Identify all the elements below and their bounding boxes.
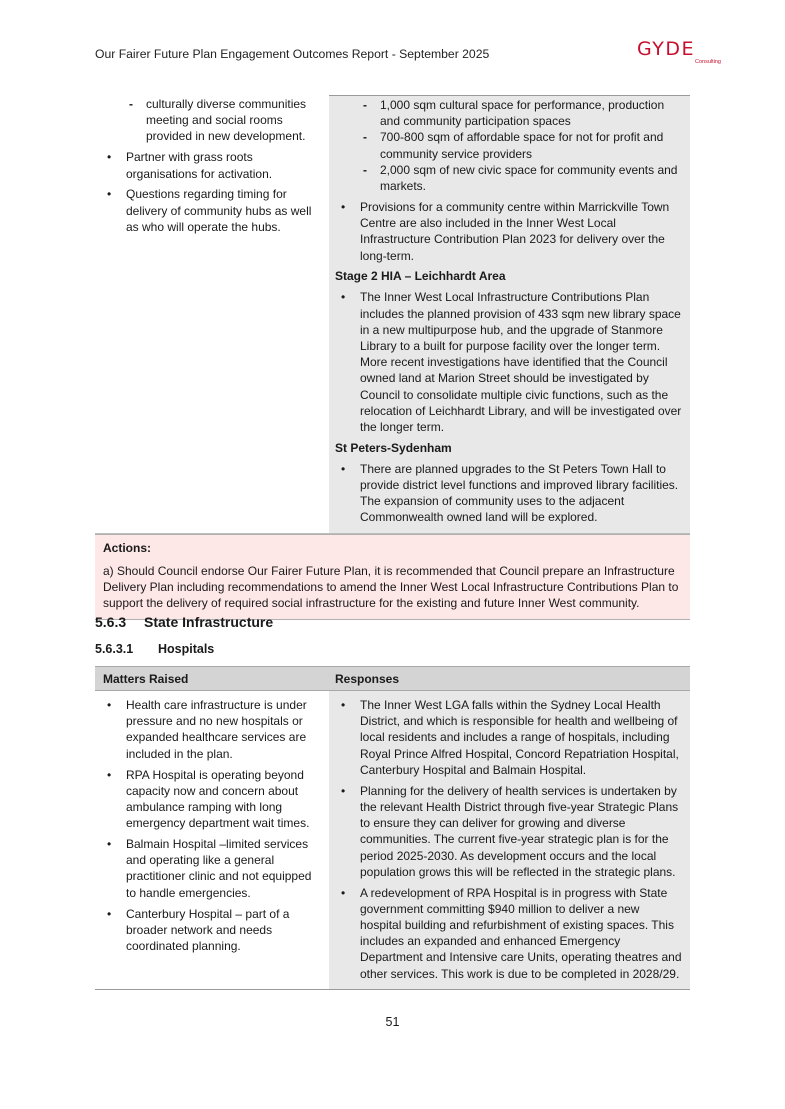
dash-item: - 2,000 sqm of new civic space for community events and markets. — [335, 162, 682, 194]
bullet-item: • Planning for the delivery of health services is undertaken by the relevant Health District through five-year Strategic Plans to ensure they can deliver for growing and diverse communities. The current five-year strategic plan is for the period 2025-2030. As development occurs and the local population grows this will be reflected in the strategic plans. — [335, 783, 682, 880]
bullet-item: • Health care infrastructure is under pressure and no new hospitals or expanded healthcare services are included in the plan. — [101, 697, 321, 762]
bullet-item: • A redevelopment of RPA Hospital is in progress with State government committing $940 million to deliver a new hospital building and refurbishment of existing spaces. This includes an expanded and enhanced Emergency Department and Intensive care Units, operating theatres and other services. This work is due to be completed in 2028/29. — [335, 885, 682, 982]
section-heading — [95, 614, 273, 630]
bullet-item: • RPA Hospital is operating beyond capacity now and concern about ambulance ramping with long emergency department wait times. — [101, 767, 321, 832]
section-number: 5.6.3 — [95, 614, 127, 630]
matters-cell — [95, 691, 329, 989]
bullet-list — [335, 199, 682, 264]
page-number: 51 — [385, 1015, 400, 1029]
subsection-heading — [95, 642, 214, 656]
dash-item: - 1,000 sqm cultural space for performance, production and community participation spaces — [335, 97, 682, 129]
bullet-list — [101, 697, 321, 954]
bullet-item: • Balmain Hospital –limited services and operating like a general practitioner clinic and not equipped to handle emergencies. — [101, 836, 321, 901]
responses-column-continued — [329, 95, 690, 533]
bullet-item: • There are planned upgrades to the St Peters Town Hall to provide district level functions and improved library facilities. The expansion of community uses to the adjacent Commonwealth owned land will be explored. — [335, 461, 682, 526]
dash-item: - 700-800 sqm of affordable space for not for profit and community service providers — [335, 129, 682, 161]
header-matters-raised: Matters Raised — [103, 671, 189, 686]
bullet-list — [335, 461, 682, 526]
subheading-leichhardt: Stage 2 HIA – Leichhardt Area — [335, 269, 506, 284]
subsection-title: Hospitals — [158, 642, 215, 656]
report-header-title: Our Fairer Future Plan Engagement Outcomes Report - September 2025 — [95, 47, 490, 61]
actions-title: Actions: — [103, 541, 151, 556]
bullet-item: • The Inner West LGA falls within the Sydney Local Health District, and which is responsible for health and wellbeing of local residents and includes a range of hospitals, including Royal Prince Alfred Hospital, Concord Repatriation Hospital, Canterbury Hospital and Balmain Hospital. — [335, 697, 682, 778]
table-row — [95, 691, 690, 990]
continued-content — [95, 95, 690, 620]
table-header-row — [95, 666, 690, 691]
dash-list — [335, 97, 682, 194]
bullet-item: • Questions regarding timing for delivery of community hubs as well as who will operate the hubs. — [101, 186, 321, 235]
logo-subtext: Consulting — [695, 59, 721, 65]
bullet-list — [101, 149, 321, 235]
actions-box — [95, 534, 690, 620]
bullet-item: • Canterbury Hospital – part of a broader network and needs coordinated planning. — [101, 906, 321, 955]
bullet-item: • Provisions for a community centre within Marrickville Town Centre are also included in the Inner West Local Infrastructure Contribution Plan 2023 for delivery over the long-term. — [335, 199, 682, 264]
bullet-list — [335, 697, 682, 982]
subheading-st-peters: St Peters-Sydenham — [335, 440, 452, 455]
dash-item: - culturally diverse communities meeting and social rooms provided in new development. — [101, 96, 321, 145]
matters-column-continued — [95, 95, 329, 533]
header-responses: Responses — [335, 671, 400, 686]
bullet-item: • Partner with grass roots organisations for activation. — [101, 149, 321, 181]
hospitals-table — [95, 666, 690, 990]
logo-wordmark: GYDE — [637, 38, 696, 60]
bullet-list — [335, 289, 682, 435]
responses-cell — [329, 691, 690, 989]
subsection-number: 5.6.3.1 — [95, 642, 134, 656]
dash-list — [101, 96, 321, 145]
actions-text: a) Should Council endorse Our Fairer Future Plan, it is recommended that Council prepare an Infrastructure Delivery Plan including recommendations to amend the Inner West Local Infrastructure Contributions Plan to support the delivery of required social infrastructure for the existing and future Inner West community. — [103, 563, 679, 611]
gyde-logo — [637, 40, 725, 68]
bullet-item: • The Inner West Local Infrastructure Contributions Plan includes the planned provision of 433 sqm new library space in a new multipurpose hub, and the upgrade of Stanmore Library to a built for purpose facility over the longer term. More recent investigations have identified that the Council owned land at Marion Street should be investigated by Council to consolidate multiple civic functions, such as the relocation of Leichhardt Library, and will be investigated over the longer term. — [335, 289, 682, 435]
section-title: State Infrastructure — [144, 614, 274, 630]
continued-table — [95, 95, 690, 534]
